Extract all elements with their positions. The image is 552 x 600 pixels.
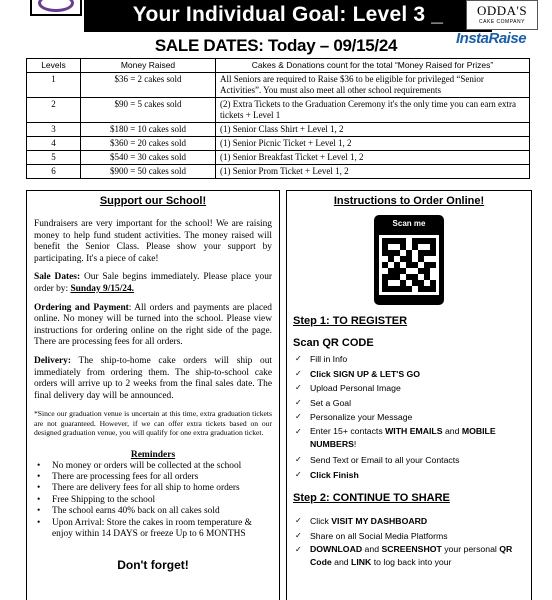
list-item: • Free Shipping to the school — [34, 495, 272, 506]
money-cell: $900 = 50 cakes sold — [81, 165, 216, 179]
level-cell: 4 — [27, 137, 81, 151]
list-item: • Upon Arrival: Store the cakes in room temperature & enjoy within 14 DAYS or freeze Up to 6 MONTHS — [34, 518, 272, 541]
level-cell: 2 — [27, 98, 81, 123]
ordering-text: : All orders and payments are placed online. No money will be turned into the school. Please view instructions for ordering online on the right side of the page. There are processing fees for all orders. — [34, 302, 272, 348]
sale-dates-label: Sale Dates: — [34, 272, 81, 283]
list-item: ✓ Send Text or Email to all your Contacts — [293, 453, 525, 468]
header-prizes: Cakes & Donations count for the total “Money Raised for Prizes” — [216, 59, 530, 73]
money-cell: $180 = 10 cakes sold — [81, 123, 216, 137]
qr-pattern — [382, 238, 436, 292]
odda-logo-subtext: CAKE COMPANY — [479, 19, 525, 25]
odda-logo-text: ODDA'S — [476, 3, 528, 18]
list-item: ✓ Fill in Info — [293, 352, 525, 367]
sale-dates-paragraph — [34, 272, 272, 295]
qr-code-badge[interactable] — [374, 215, 444, 305]
list-item: • There are processing fees for all orders — [34, 472, 272, 483]
levels-table — [26, 58, 530, 179]
table-row — [27, 165, 530, 179]
register-steps-list — [293, 352, 525, 482]
list-item: • The school earns 40% back on all cakes sold — [34, 506, 272, 517]
table-header-row — [27, 59, 530, 73]
table-row — [27, 98, 530, 123]
support-panel — [26, 190, 280, 600]
level-cell: 5 — [27, 151, 81, 165]
sale-deadline: Sunday 9/15/24. — [70, 283, 135, 294]
table-row — [27, 137, 530, 151]
money-cell: $540 = 30 cakes sold — [81, 151, 216, 165]
list-item: ✓ Click Finish — [293, 468, 525, 483]
prize-cell: (1) Senior Breakfast Ticket + Level 1, 2 — [216, 151, 530, 165]
header-banner — [0, 0, 552, 32]
ordering-label: Ordering and Payment — [34, 302, 129, 313]
table-row — [27, 123, 530, 137]
dont-forget-heading: Don't forget! — [117, 558, 189, 573]
list-item: • There are delivery fees for all ship to home orders — [34, 483, 272, 494]
scan-me-label: Scan me — [392, 219, 426, 228]
list-item: ✓ Click VISIT MY DASHBOARD — [293, 514, 525, 529]
reminders-title: Reminders — [130, 449, 176, 460]
list-item: ✓ Share on all Social Media Platforms — [293, 529, 525, 544]
school-logo — [30, 0, 82, 16]
list-item: ✓ DOWNLOAD and SCREENSHOT your personal QR Code and LINK to log back into your — [293, 543, 525, 569]
delivery-paragraph — [34, 356, 272, 402]
support-title: Support our School! — [99, 195, 207, 207]
page-title: Your Individual Goal: Level 3 _ — [132, 3, 444, 26]
prize-cell: (1) Senior Picnic Ticket + Level 1, 2 — [216, 137, 530, 151]
odda-logo — [466, 0, 538, 30]
delivery-label: Delivery: — [34, 355, 71, 366]
step2-heading: Step 2: CONTINUE TO SHARE — [293, 492, 450, 505]
header-money-raised: Money Raised — [81, 59, 216, 73]
delivery-text: The ship-to-home cake orders will ship out immediately from ordering them. The ship-to-school cake orders will arrive up to 2 weeks from the final sales date. The final delivery day will be announced. — [34, 355, 272, 401]
level-cell: 6 — [27, 165, 81, 179]
sale-dates-heading: SALE DATES: Today – 09/15/24 — [154, 36, 398, 55]
list-item: • No money or orders will be collected at the school — [34, 461, 272, 472]
money-cell: $36 = 2 cakes sold — [81, 73, 216, 98]
money-cell: $90 = 5 cakes sold — [81, 98, 216, 123]
table-row — [27, 73, 530, 98]
level-cell: 3 — [27, 123, 81, 137]
instaraise-logo: InstaRaise — [456, 30, 527, 47]
support-intro: Fundraisers are very important for the school! We are raising money to help fund student activities. The money raised will benefit the Senior Class. Please show your support by participating. It's a piece of cake! — [34, 219, 272, 264]
instructions-title: Instructions to Order Online! — [333, 195, 485, 207]
prize-cell: (1) Senior Prom Ticket + Level 1, 2 — [216, 165, 530, 179]
instructions-panel — [286, 190, 532, 600]
money-cell: $360 = 20 cakes sold — [81, 137, 216, 151]
step1-heading: Step 1: TO REGISTER — [293, 315, 408, 327]
list-item: ✓ Click SIGN UP & LET'S GO — [293, 367, 525, 382]
sale-dates-text: Our Sale begins immediately. Please place your order by: — [34, 272, 273, 294]
scan-qr-heading: Scan QR CODE — [293, 337, 374, 349]
list-item: ✓ Upload Personal Image — [293, 381, 525, 396]
list-item: ✓ Personalize your Message — [293, 410, 525, 425]
graduation-note: *Since our graduation venue is uncertain at this time, extra graduation tickets are not guaranteed. However, if we can offer extra tickets based on our designed graduation venue, you will qualify for one extra graduation ticket. — [34, 409, 272, 438]
reminders-list — [34, 461, 272, 541]
header-levels: Levels — [27, 59, 81, 73]
ordering-paragraph — [34, 303, 272, 349]
list-item: ✓ Set a Goal — [293, 396, 525, 411]
list-item: ✓ Enter 15+ contacts WITH EMAILS and MOBILE NUMBERS! — [293, 425, 525, 451]
share-steps-list — [293, 514, 525, 569]
prize-cell: (2) Extra Tickets to the Graduation Ceremony it's the only time you can earn extra tickets + Level 1 — [216, 98, 530, 123]
prize-cell: (1) Senior Class Shirt + Level 1, 2 — [216, 123, 530, 137]
prize-cell: All Seniors are required to Raise $36 to be eligible for privileged “Senior Activities”. You must also meet all other school requirements — [216, 73, 530, 98]
level-cell: 1 — [27, 73, 81, 98]
qr-code-icon[interactable] — [379, 235, 439, 295]
table-row — [27, 151, 530, 165]
